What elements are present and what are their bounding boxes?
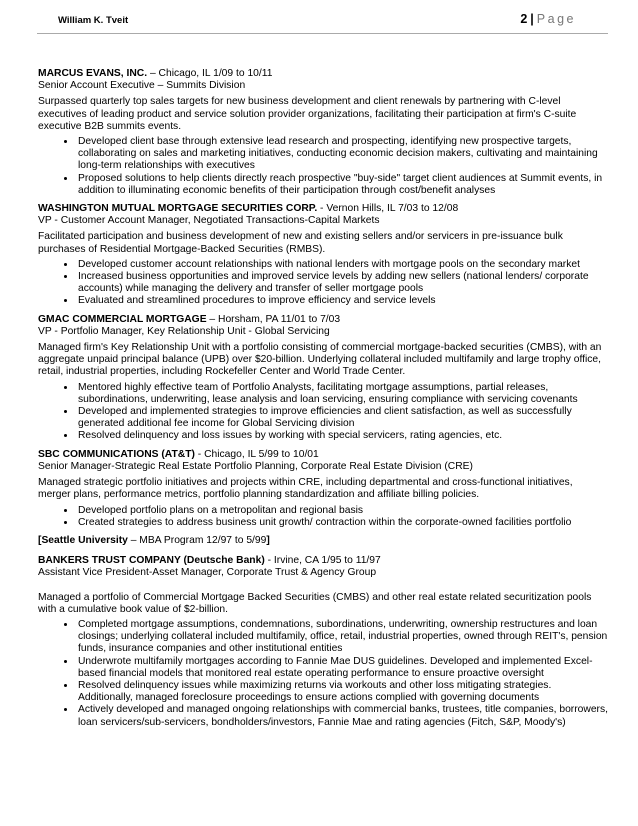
bullet-item: • Actively developed and managed ongoing relationships with commercial banks, trustees, title companies, borrowers, loan servicers/sub-servicers, bondholders/investors, Fannie Mae and rating agencies (Fitch, S&P, Moody's) xyxy=(76,704,608,728)
job-heading xyxy=(38,555,608,567)
company-name: SBC COMMUNICATIONS (AT&T) xyxy=(38,448,195,460)
education-details: – MBA Program 12/97 to 5/99 xyxy=(127,534,267,546)
bullet-item: • Proposed solutions to help clients directly reach prospective "buy-side" target client audiences at Summit events, in addition to illuminating economic benefits of their participation through cost/benefit analyses xyxy=(76,173,608,197)
job-bullets xyxy=(38,619,608,729)
bullet-item: • Developed portfolio plans on a metropolitan and regional basis xyxy=(76,505,608,517)
job-heading xyxy=(38,449,608,461)
resume-body xyxy=(38,68,608,735)
bullet-item: • Resolved delinquency issues while maximizing returns via workouts and other loss mitigating strategies. Additionally, managed foreclosure proceedings to ensure actions complied with governing documents xyxy=(76,680,608,704)
page-separator: | xyxy=(530,12,534,26)
bullet-item: • Created strategies to address business unit growth/ contraction within the corporate-owned facilities portfolio xyxy=(76,517,608,529)
job-location-dates: – Chicago, IL 1/09 to 10/11 xyxy=(147,68,273,79)
header-name: William K. Tveit xyxy=(58,15,129,26)
job-title: Assistant Vice President-Asset Manager, Corporate Trust & Agency Group xyxy=(38,567,377,579)
job-bullets xyxy=(38,259,608,308)
page-label: Page xyxy=(536,12,576,26)
job-sbc xyxy=(38,449,608,529)
bullet-item: • Developed client base through extensive lead research and prospecting, identifying new prospective targets, collaborating on sales and marketing initiatives, conducting economic decision makers, cultivating and maintaining long-term relationships with executives xyxy=(76,136,608,173)
job-description: Managed strategic portfolio initiatives and projects within CRE, including departmental and cross-functional initiatives, merger plans, performance metrics, portfolio planning standardization and affiliate billing policies. xyxy=(38,477,573,501)
bracket-close: ] xyxy=(266,534,270,546)
job-marcus-evans xyxy=(38,68,608,197)
job-title: Senior Account Executive – Summits Division xyxy=(38,80,246,92)
job-heading xyxy=(38,314,608,326)
bullet-item: • Evaluated and streamlined procedures to improve efficiency and service levels xyxy=(76,295,608,307)
job-title: VP - Customer Account Manager, Negotiated Transactions-Capital Markets xyxy=(38,215,380,227)
page-indicator xyxy=(520,12,576,26)
job-title: Senior Manager-Strategic Real Estate Portfolio Planning, Corporate Real Estate Division (CRE) xyxy=(38,460,473,472)
bullet-item: • Completed mortgage assumptions, condemnations, subordinations, underwriting, ownership restructures and loan closings; underlying collateral included multifamily, office, retail, industrial properties, owned through REIT's, pension funds, insurance companies and other institutional entities xyxy=(76,619,608,656)
job-location-dates: - Irvine, CA 1/95 to 11/97 xyxy=(264,555,381,567)
company-name: MARCUS EVANS, INC. xyxy=(38,68,148,79)
job-description: Managed a portfolio of Commercial Mortgage Backed Securities (CMBS) and other real estate related securitization pools with a cumulative book value of $2-billion. xyxy=(38,591,592,615)
header-divider xyxy=(37,33,608,34)
page-number: 2 xyxy=(520,12,528,26)
job-description: Facilitated participation and business development of new and existing sellers and/or servicers in pre-issuance bulk purchases of Residential Mortgage-Backed Securities (RMBS). xyxy=(38,231,563,255)
bullet-item: • Underwrote multifamily mortgages according to Fannie Mae DUS guidelines. Developed and implemented Excel-based financial models that monitored real estate operating performance to ensure proactive oversight xyxy=(76,656,608,680)
bracket-open: [ xyxy=(38,534,42,546)
job-description: Surpassed quarterly top sales targets for new business development and client renewals by partnering with C-level executives of leading product and service solution provider organizations, facilitating their participation at firm's C-suite executive B2B summits events. xyxy=(38,96,577,132)
job-location-dates: – Horsham, PA 11/01 to 7/03 xyxy=(206,313,341,325)
bullet-item: • Mentored highly effective team of Portfolio Analysts, facilitating mortgage assumptions, partial releases, subordinations, underwriting, lease analysis and loan servicing, ensuring compliance with servicing covenants xyxy=(76,382,608,406)
job-location-dates: - Vernon Hills, IL 7/03 to 12/08 xyxy=(317,203,459,215)
bullet-item: • Developed and implemented strategies to improve efficiencies and client satisfaction, as well as successfully generated additional fee income for Global Servicing division xyxy=(76,406,608,430)
job-title: VP - Portfolio Manager, Key Relationship Unit - Global Servicing xyxy=(38,325,330,337)
company-name: BANKERS TRUST COMPANY (Deutsche Bank) xyxy=(38,555,265,567)
bullet-item: • Resolved delinquency and loss issues by working with special servicers, rating agencies, etc. xyxy=(76,430,608,442)
company-name: GMAC COMMERCIAL MORTGAGE xyxy=(38,313,207,325)
job-heading xyxy=(38,203,608,215)
job-gmac xyxy=(38,314,608,443)
job-bullets xyxy=(38,505,608,529)
school-name: Seattle University xyxy=(41,534,128,546)
company-name: WASHINGTON MUTUAL MORTGAGE SECURITIES CORP. xyxy=(38,203,318,215)
education-entry xyxy=(38,535,608,547)
job-bankers-trust xyxy=(38,555,608,729)
bullet-item: • Developed customer account relationships with national lenders with mortgage pools on the secondary market xyxy=(76,259,608,271)
job-bullets xyxy=(38,136,608,197)
job-description: Managed firm's Key Relationship Unit with a portfolio consisting of commercial mortgage-backed securities (CMBS), with an aggregate unpaid principal balance (UPB) over $20-billion. Underlying collateral included multifamily and large trophy office, retail, industrial properties, including Rockefeller Center and World Trade Center. xyxy=(38,342,602,378)
job-washington-mutual xyxy=(38,203,608,308)
bullet-item: • Increased business opportunities and improved service levels by adding new sellers (national lenders/ corporate accounts) while managing the delivery and transfer of seller mortgage pools xyxy=(76,271,608,295)
job-heading xyxy=(38,68,608,80)
job-bullets xyxy=(38,382,608,443)
job-location-dates: - Chicago, IL 5/99 to 10/01 xyxy=(194,448,319,460)
